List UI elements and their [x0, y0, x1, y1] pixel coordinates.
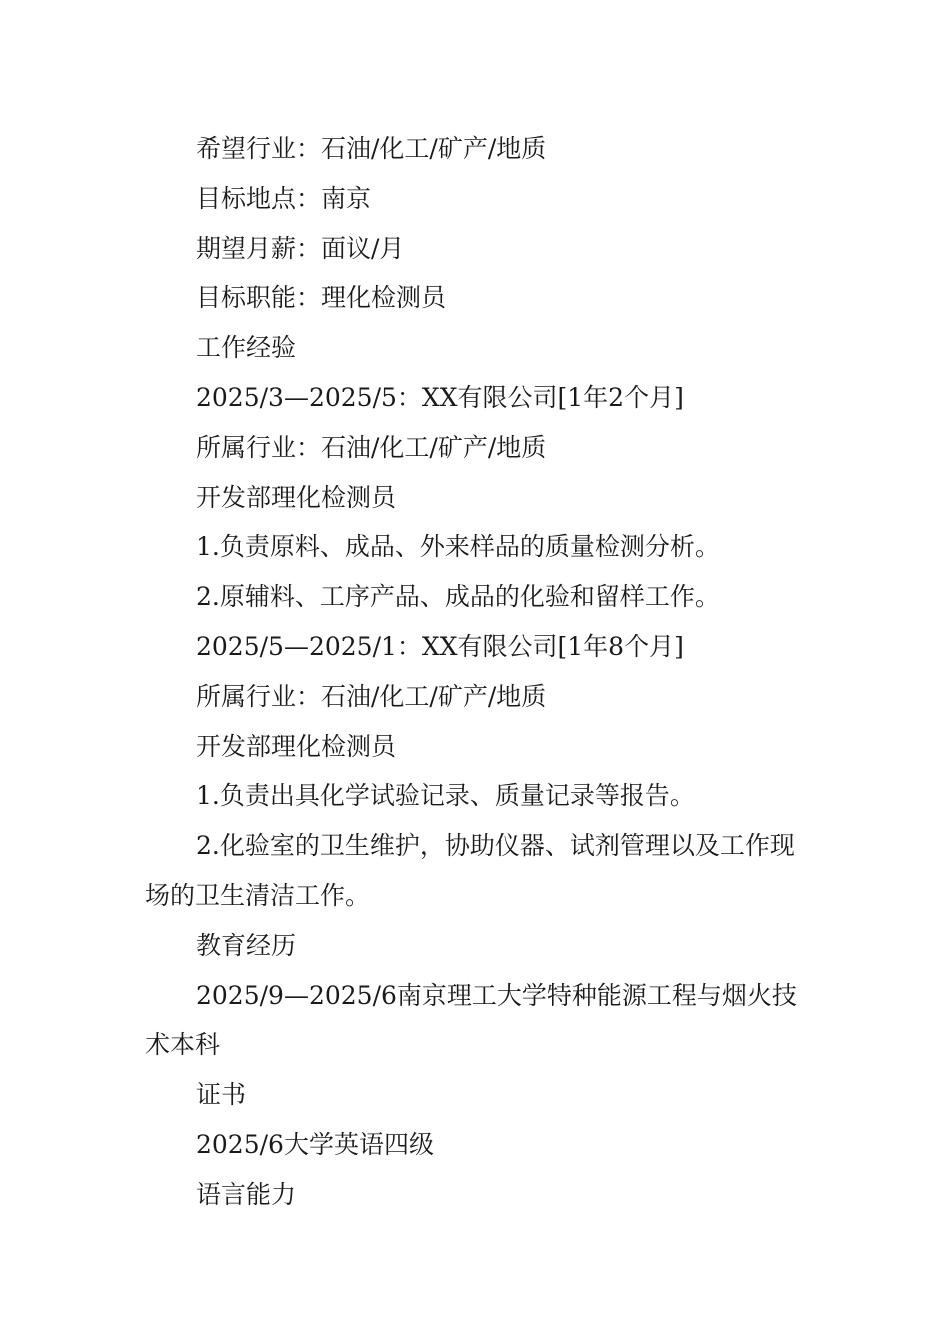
education-entry: 2025/9—2025/6南京理工大学特种能源工程与烟火技术本科 [145, 980, 797, 1060]
job-2-period: 2025/5—2025/1：XX有限公司[1年8个月] [196, 631, 684, 661]
target-location: 目标地点：南京 [196, 183, 372, 213]
job-2-duty-2: 2.化验室的卫生维护，协助仪器、试剂管理以及工作现场的卫生清洁工作。 [145, 831, 795, 910]
section-heading-certificates: 证书 [196, 1080, 247, 1110]
desired-industry: 希望行业：石油/化工/矿产/地质 [196, 134, 547, 163]
document-body [145, 124, 810, 1220]
job-1-duty-2: 2.原辅料、工序产品、成品的化验和留样工作。 [196, 582, 720, 612]
certificate-entry: 2025/6大学英语四级 [196, 1129, 434, 1159]
job-2-duty-1: 1.负责出具化学试验记录、质量记录等报告。 [196, 781, 695, 811]
section-heading-education: 教育经历 [196, 930, 297, 960]
job-1-industry: 所属行业：石油/化工/矿产/地质 [196, 432, 547, 462]
job-2-title: 开发部理化检测员 [196, 731, 397, 761]
job-1-title: 开发部理化检测员 [196, 482, 397, 512]
section-heading-work-experience: 工作经验 [196, 333, 297, 363]
target-position: 目标职能：理化检测员 [196, 283, 447, 313]
job-2-industry: 所属行业：石油/化工/矿产/地质 [196, 681, 547, 711]
job-1-duty-1: 1.负责原料、成品、外来样品的质量检测分析。 [196, 532, 720, 562]
expected-salary: 期望月薪：面议/月 [196, 233, 405, 263]
section-heading-language: 语言能力 [196, 1179, 297, 1209]
job-1-period: 2025/3—2025/5：XX有限公司[1年2个月] [196, 382, 684, 412]
